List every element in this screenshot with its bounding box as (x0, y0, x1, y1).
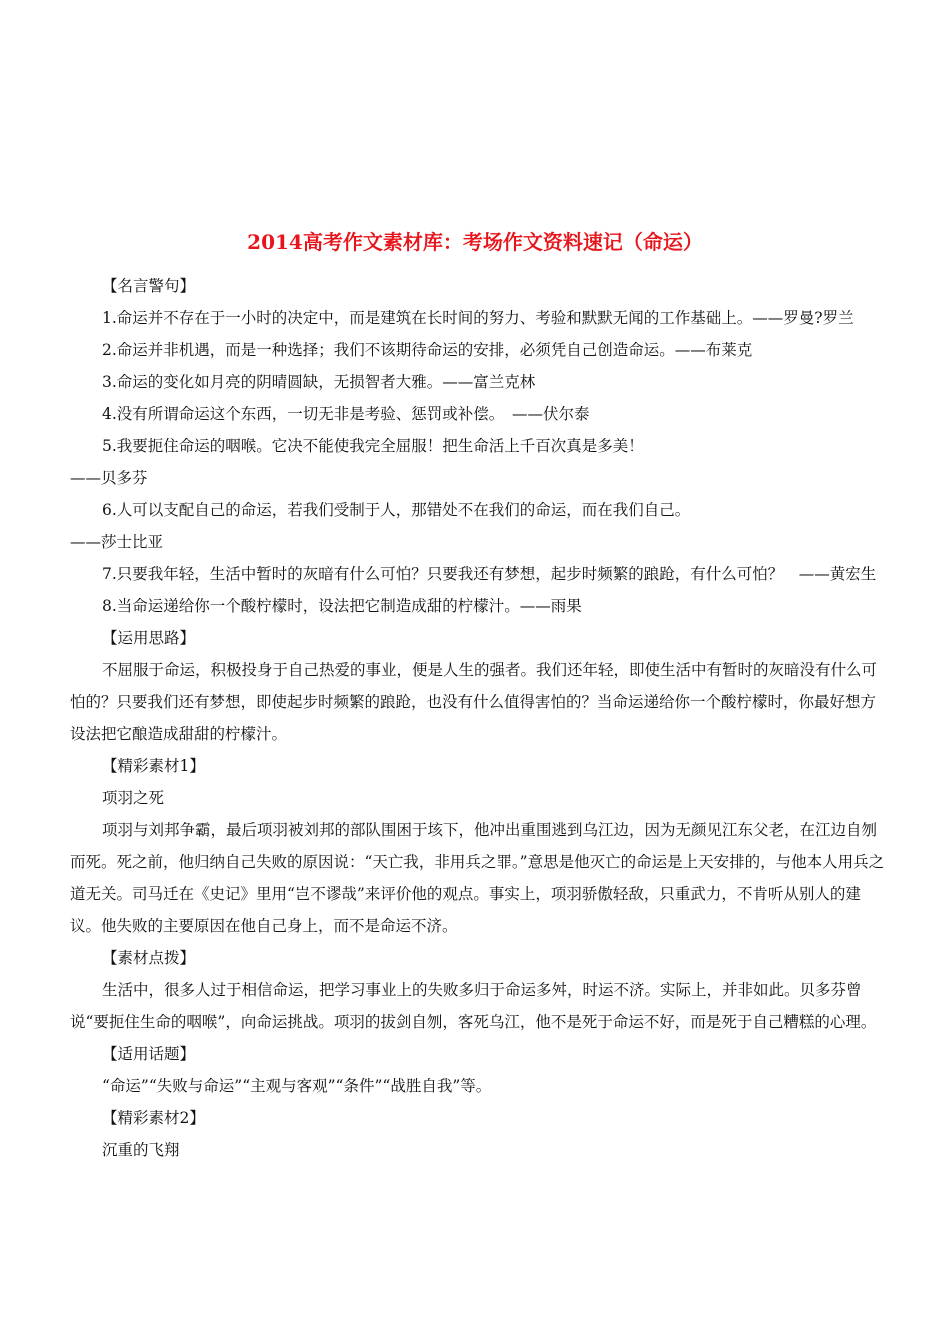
document-body (70, 270, 890, 1166)
paragraph: 沉重的飞翔 (102, 1141, 180, 1159)
paragraph: 不屈服于命运，积极投身于自己热爱的事业，便是人生的强者。我们还年轻，即使生活中有暂时的灰暗没有什么可怕的？只要我们还有梦想，即使起步时频繁的踉跄，也没有什么值得害怕的？当命运递给你一个酸柠檬时，你最好想方设法把它酿造成甜甜的柠檬汁。 (70, 661, 878, 743)
paragraph: 2.命运并非机遇，而是一种选择；我们不该期待命运的安排，必须凭自己创造命运。——布莱克 (102, 341, 753, 359)
paragraph: 【素材点拨】 (102, 949, 196, 967)
paragraph: 【名言警句】 (102, 277, 196, 295)
paragraph: 【运用思路】 (102, 629, 196, 647)
paragraph: 生活中，很多人过于相信命运，把学习事业上的失败多归于命运多舛，时运不济。实际上，并非如此。贝多芬曾说“要扼住生命的咽喉”，向命运挑战。项羽的拔剑自刎，客死乌江，他不是死于命运不好，而是死于自己糟糕的心理。 (70, 981, 877, 1031)
paragraph: 【精彩素材1】 (102, 757, 205, 775)
paragraph: 【精彩素材2】 (102, 1109, 205, 1127)
paragraph: 【适用话题】 (102, 1045, 196, 1063)
paragraph: 6.人可以支配自己的命运，若我们受制于人，那错处不在我们的命运，而在我们自己。 (102, 501, 691, 519)
paragraph: 7.只要我年轻，生活中暂时的灰暗有什么可怕？只要我还有梦想，起步时频繁的踉跄，有什么可怕？ ——黄宏生 (102, 565, 877, 583)
paragraph: 5.我要扼住命运的咽喉。它决不能使我完全屈服！把生命活上千百次真是多美！ (102, 437, 644, 455)
paragraph: 8.当命运递给你一个酸柠檬时，设法把它制造成甜的柠檬汁。——雨果 (102, 597, 582, 615)
paragraph: 项羽与刘邦争霸，最后项羽被刘邦的部队围困于垓下，他冲出重围逃到乌江边，因为无颜见江东父老，在江边自刎而死。死之前，他归纳自己失败的原因说：“天亡我，非用兵之罪。”意思是他灭亡的命运是上天安排的，与他本人用兵之道无关。司马迁在《史记》里用“岂不谬哉”来评价他的观点。事实上，项羽骄傲轻敌，只重武力，不肯听从别人的建议。他失败的主要原因在他自己身上，而不是命运不济。 (70, 821, 885, 935)
paragraph: ——莎士比亚 (70, 533, 164, 551)
paragraph: 项羽之死 (102, 789, 165, 807)
paragraph: 1.命运并不存在于一小时的决定中，而是建筑在长时间的努力、考验和默默无闻的工作基础上。——罗曼?罗兰 (102, 309, 854, 327)
paragraph: ——贝多芬 (70, 469, 148, 487)
paragraph: “命运”“失败与命运”“主观与客观”“条件”“战胜自我”等。 (102, 1077, 492, 1095)
paragraph: 3.命运的变化如月亮的阴晴圆缺，无损智者大雅。——富兰克林 (102, 373, 536, 391)
paragraph: 4.没有所谓命运这个东西，一切无非是考验、惩罚或补偿。 ——伏尔泰 (102, 405, 590, 423)
document-title: 2014高考作文素材库：考场作文资料速记（命运） (247, 230, 703, 254)
